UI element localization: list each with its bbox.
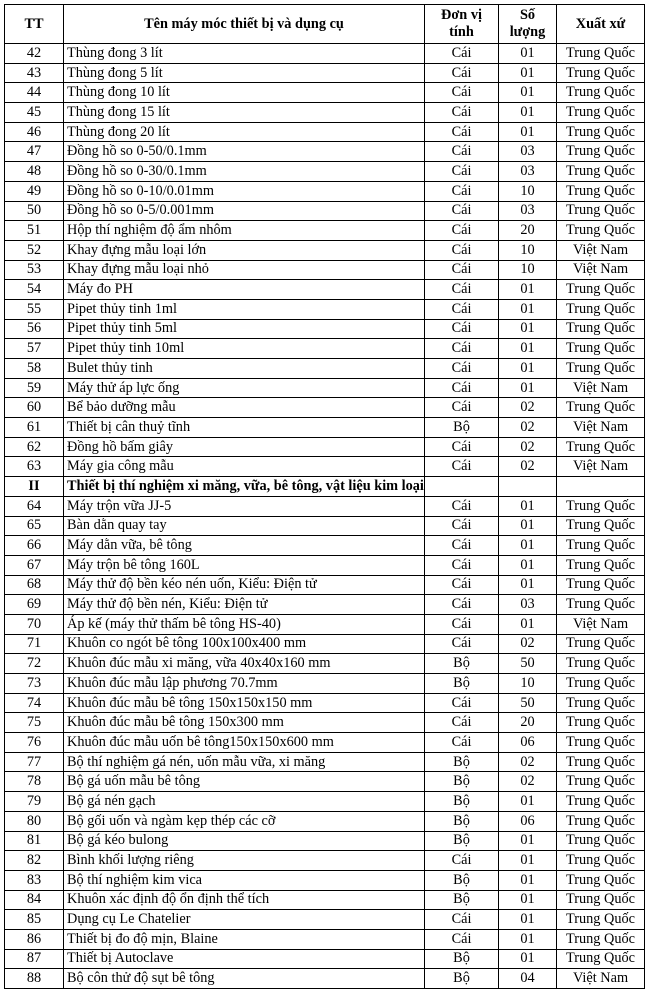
table-row [5, 575, 645, 595]
header-row [5, 5, 645, 44]
table-row [5, 319, 645, 339]
quantity-cell: 01 [499, 575, 557, 595]
quantity-cell: 02 [499, 634, 557, 654]
quantity-cell: 10 [499, 240, 557, 260]
row-number: 86 [5, 929, 64, 949]
quantity-cell: 06 [499, 811, 557, 831]
unit-cell: Cái [425, 555, 499, 575]
equipment-name: Khuôn đúc mẫu lập phương 70.7mm [64, 674, 425, 694]
table-row [5, 378, 645, 398]
unit-cell: Cái [425, 162, 499, 182]
table-row [5, 929, 645, 949]
quantity-cell: 01 [499, 319, 557, 339]
table-row [5, 299, 645, 319]
unit-cell: Cái [425, 359, 499, 379]
row-number: 53 [5, 260, 64, 280]
table-row [5, 733, 645, 753]
origin-cell: Trung Quốc [557, 201, 645, 221]
unit-cell: Bộ [425, 949, 499, 969]
origin-cell: Trung Quốc [557, 929, 645, 949]
equipment-name: Đồng hồ so 0-5/0.001mm [64, 201, 425, 221]
quantity-cell: 01 [499, 496, 557, 516]
equipment-name: Thùng đong 5 lít [64, 63, 425, 83]
quantity-cell: 03 [499, 595, 557, 615]
row-number: 88 [5, 969, 64, 989]
origin-cell: Trung Quốc [557, 733, 645, 753]
quantity-cell: 50 [499, 654, 557, 674]
origin-cell: Trung Quốc [557, 280, 645, 300]
unit-cell: Cái [425, 496, 499, 516]
origin-cell: Trung Quốc [557, 359, 645, 379]
equipment-name: Máy trộn bê tông 160L [64, 555, 425, 575]
equipment-name: Bộ côn thử độ sụt bê tông [64, 969, 425, 989]
origin-cell: Trung Quốc [557, 654, 645, 674]
row-number: 84 [5, 890, 64, 910]
row-number: 64 [5, 496, 64, 516]
equipment-name: Máy đo PH [64, 280, 425, 300]
unit-cell: Bộ [425, 890, 499, 910]
header-name: Tên máy móc thiết bị và dụng cụ [64, 5, 425, 44]
equipment-name: Bộ gá uốn mẫu bê tông [64, 772, 425, 792]
origin-cell: Trung Quốc [557, 103, 645, 123]
equipment-name: Đồng hồ so 0-10/0.01mm [64, 181, 425, 201]
quantity-cell: 03 [499, 162, 557, 182]
origin-cell: Trung Quốc [557, 162, 645, 182]
unit-cell: Cái [425, 299, 499, 319]
row-number: 78 [5, 772, 64, 792]
table-header [5, 5, 645, 44]
origin-cell: Trung Quốc [557, 339, 645, 359]
unit-cell: Cái [425, 103, 499, 123]
quantity-cell: 01 [499, 555, 557, 575]
unit-cell: Cái [425, 910, 499, 930]
unit-cell: Bộ [425, 811, 499, 831]
origin-cell: Việt Nam [557, 614, 645, 634]
unit-cell: Bộ [425, 418, 499, 438]
equipment-name: Áp kế (máy thử thấm bê tông HS-40) [64, 614, 425, 634]
quantity-cell: 01 [499, 339, 557, 359]
unit-cell: Cái [425, 457, 499, 477]
table-row [5, 457, 645, 477]
equipment-name: Bulet thủy tinh [64, 359, 425, 379]
equipment-name: Thùng đong 10 lít [64, 83, 425, 103]
origin-cell: Trung Quốc [557, 496, 645, 516]
unit-cell: Cái [425, 614, 499, 634]
row-number: 81 [5, 831, 64, 851]
unit-cell: Cái [425, 378, 499, 398]
origin-cell [557, 477, 645, 497]
unit-cell [425, 477, 499, 497]
row-number: 46 [5, 122, 64, 142]
table-row [5, 969, 645, 989]
origin-cell: Việt Nam [557, 378, 645, 398]
row-number: 79 [5, 792, 64, 812]
equipment-name: Khay đựng mẫu loại nhỏ [64, 260, 425, 280]
quantity-cell: 01 [499, 359, 557, 379]
unit-cell: Cái [425, 83, 499, 103]
row-number: 76 [5, 733, 64, 753]
table-row [5, 418, 645, 438]
row-number: 43 [5, 63, 64, 83]
equipment-name: Đồng hồ so 0-30/0.1mm [64, 162, 425, 182]
table-row [5, 398, 645, 418]
table-row [5, 674, 645, 694]
row-number: 51 [5, 221, 64, 241]
origin-cell: Trung Quốc [557, 752, 645, 772]
row-number: 66 [5, 536, 64, 556]
quantity-cell: 50 [499, 693, 557, 713]
quantity-cell: 02 [499, 418, 557, 438]
quantity-cell: 01 [499, 103, 557, 123]
table-row [5, 595, 645, 615]
unit-cell: Cái [425, 339, 499, 359]
quantity-cell: 01 [499, 910, 557, 930]
table-row [5, 260, 645, 280]
equipment-name: Thiết bị thí nghiệm xi măng, vữa, bê tông, vật liệu kim loại [64, 477, 425, 497]
quantity-cell: 02 [499, 398, 557, 418]
unit-cell: Cái [425, 575, 499, 595]
row-number: 50 [5, 201, 64, 221]
origin-cell: Trung Quốc [557, 221, 645, 241]
equipment-name: Pipet thủy tinh 1ml [64, 299, 425, 319]
quantity-cell: 01 [499, 929, 557, 949]
row-number: 77 [5, 752, 64, 772]
row-number: 59 [5, 378, 64, 398]
quantity-cell: 01 [499, 890, 557, 910]
unit-cell: Cái [425, 122, 499, 142]
origin-cell: Trung Quốc [557, 398, 645, 418]
unit-cell: Cái [425, 929, 499, 949]
origin-cell: Trung Quốc [557, 83, 645, 103]
unit-cell: Cái [425, 536, 499, 556]
unit-cell: Cái [425, 516, 499, 536]
row-number: 80 [5, 811, 64, 831]
quantity-cell: 02 [499, 437, 557, 457]
unit-cell: Bộ [425, 831, 499, 851]
table-row [5, 772, 645, 792]
table-row [5, 634, 645, 654]
table-row [5, 870, 645, 890]
equipment-name: Máy gia công mẫu [64, 457, 425, 477]
unit-cell: Cái [425, 437, 499, 457]
equipment-name: Máy dằn vữa, bê tông [64, 536, 425, 556]
row-number: 69 [5, 595, 64, 615]
quantity-cell: 10 [499, 674, 557, 694]
table-row [5, 555, 645, 575]
origin-cell: Trung Quốc [557, 142, 645, 162]
quantity-cell: 01 [499, 63, 557, 83]
table-row [5, 752, 645, 772]
origin-cell: Trung Quốc [557, 437, 645, 457]
table-row [5, 221, 645, 241]
table-row [5, 851, 645, 871]
quantity-cell: 01 [499, 614, 557, 634]
row-number: 47 [5, 142, 64, 162]
row-number: 44 [5, 83, 64, 103]
table-row [5, 792, 645, 812]
table-row [5, 359, 645, 379]
quantity-cell: 03 [499, 201, 557, 221]
origin-cell: Trung Quốc [557, 555, 645, 575]
table-row [5, 122, 645, 142]
origin-cell: Trung Quốc [557, 634, 645, 654]
row-number: 73 [5, 674, 64, 694]
unit-cell: Bộ [425, 969, 499, 989]
table-row [5, 949, 645, 969]
equipment-name: Pipet thủy tinh 10ml [64, 339, 425, 359]
row-number: 55 [5, 299, 64, 319]
equipment-name: Khuôn đúc mẫu xi măng, vữa 40x40x160 mm [64, 654, 425, 674]
equipment-name: Máy thử độ bền nén, Kiểu: Điện tử [64, 595, 425, 615]
origin-cell: Trung Quốc [557, 299, 645, 319]
quantity-cell: 01 [499, 83, 557, 103]
equipment-name: Bộ thí nghiệm gá nén, uốn mẫu vữa, xi măng [64, 752, 425, 772]
table-row [5, 240, 645, 260]
origin-cell: Trung Quốc [557, 949, 645, 969]
table-row [5, 890, 645, 910]
origin-cell: Trung Quốc [557, 674, 645, 694]
equipment-name: Đồng hồ so 0-50/0.1mm [64, 142, 425, 162]
row-number: 83 [5, 870, 64, 890]
table-row [5, 831, 645, 851]
unit-cell: Bộ [425, 654, 499, 674]
table-row [5, 516, 645, 536]
equipment-name: Thùng đong 20 lít [64, 122, 425, 142]
table-row [5, 496, 645, 516]
row-number: 72 [5, 654, 64, 674]
table-row [5, 201, 645, 221]
origin-cell: Trung Quốc [557, 890, 645, 910]
equipment-name: Bộ gối uốn và ngàm kẹp thép các cỡ [64, 811, 425, 831]
table-row [5, 280, 645, 300]
origin-cell: Trung Quốc [557, 792, 645, 812]
header-unit: Đơn vị tính [425, 5, 499, 44]
unit-cell: Cái [425, 398, 499, 418]
quantity-cell: 01 [499, 280, 557, 300]
quantity-cell: 20 [499, 221, 557, 241]
unit-cell: Bộ [425, 772, 499, 792]
table-row [5, 437, 645, 457]
origin-cell: Trung Quốc [557, 713, 645, 733]
equipment-name: Thiết bị Autoclave [64, 949, 425, 969]
origin-cell: Trung Quốc [557, 693, 645, 713]
quantity-cell: 10 [499, 260, 557, 280]
equipment-name: Máy trộn vữa JJ-5 [64, 496, 425, 516]
origin-cell: Việt Nam [557, 457, 645, 477]
origin-cell: Trung Quốc [557, 181, 645, 201]
unit-cell: Cái [425, 693, 499, 713]
unit-cell: Cái [425, 221, 499, 241]
row-number: 68 [5, 575, 64, 595]
row-number: 45 [5, 103, 64, 123]
origin-cell: Trung Quốc [557, 595, 645, 615]
table-row [5, 181, 645, 201]
equipment-name: Bộ gá nén gạch [64, 792, 425, 812]
equipment-name: Khay đựng mẫu loại lớn [64, 240, 425, 260]
quantity-cell: 01 [499, 299, 557, 319]
quantity-cell [499, 477, 557, 497]
row-number: 57 [5, 339, 64, 359]
row-number: 42 [5, 44, 64, 64]
section-row [5, 477, 645, 497]
equipment-name: Pipet thủy tinh 5ml [64, 319, 425, 339]
equipment-name: Bình khối lượng riêng [64, 851, 425, 871]
table-row [5, 811, 645, 831]
quantity-cell: 01 [499, 792, 557, 812]
origin-cell: Trung Quốc [557, 536, 645, 556]
equipment-name: Thiết bị cân thuỷ tĩnh [64, 418, 425, 438]
unit-cell: Cái [425, 63, 499, 83]
quantity-cell: 02 [499, 752, 557, 772]
row-number: 75 [5, 713, 64, 733]
origin-cell: Việt Nam [557, 260, 645, 280]
unit-cell: Bộ [425, 674, 499, 694]
row-number: 70 [5, 614, 64, 634]
equipment-table [4, 4, 645, 989]
equipment-name: Khuôn đúc mẫu uốn bê tông150x150x600 mm [64, 733, 425, 753]
table-row [5, 103, 645, 123]
equipment-name: Dụng cụ Le Chatelier [64, 910, 425, 930]
row-number: 62 [5, 437, 64, 457]
quantity-cell: 06 [499, 733, 557, 753]
equipment-name: Hộp thí nghiệm độ ẩm nhôm [64, 221, 425, 241]
row-number: 49 [5, 181, 64, 201]
origin-cell: Trung Quốc [557, 44, 645, 64]
equipment-name: Bộ thí nghiệm kim vica [64, 870, 425, 890]
quantity-cell: 04 [499, 969, 557, 989]
row-number: II [5, 477, 64, 497]
origin-cell: Trung Quốc [557, 516, 645, 536]
unit-cell: Bộ [425, 870, 499, 890]
row-number: 71 [5, 634, 64, 654]
row-number: 65 [5, 516, 64, 536]
unit-cell: Bộ [425, 752, 499, 772]
unit-cell: Cái [425, 733, 499, 753]
row-number: 74 [5, 693, 64, 713]
quantity-cell: 03 [499, 142, 557, 162]
quantity-cell: 01 [499, 870, 557, 890]
origin-cell: Trung Quốc [557, 122, 645, 142]
quantity-cell: 10 [499, 181, 557, 201]
origin-cell: Trung Quốc [557, 63, 645, 83]
unit-cell: Cái [425, 240, 499, 260]
origin-cell: Việt Nam [557, 240, 645, 260]
header-origin: Xuất xứ [557, 5, 645, 44]
unit-cell: Cái [425, 713, 499, 733]
table-row [5, 536, 645, 556]
table-row [5, 142, 645, 162]
quantity-cell: 01 [499, 851, 557, 871]
table-row [5, 83, 645, 103]
table-row [5, 654, 645, 674]
row-number: 52 [5, 240, 64, 260]
table-row [5, 614, 645, 634]
table-row [5, 910, 645, 930]
row-number: 60 [5, 398, 64, 418]
origin-cell: Việt Nam [557, 418, 645, 438]
origin-cell: Trung Quốc [557, 575, 645, 595]
unit-cell: Cái [425, 44, 499, 64]
origin-cell: Trung Quốc [557, 772, 645, 792]
row-number: 63 [5, 457, 64, 477]
row-number: 87 [5, 949, 64, 969]
header-qty: Số lượng [499, 5, 557, 44]
row-number: 54 [5, 280, 64, 300]
row-number: 67 [5, 555, 64, 575]
unit-cell: Cái [425, 201, 499, 221]
equipment-name: Khuôn đúc mẫu bê tông 150x150x150 mm [64, 693, 425, 713]
equipment-name: Bàn dằn quay tay [64, 516, 425, 536]
unit-cell: Cái [425, 280, 499, 300]
unit-cell: Cái [425, 260, 499, 280]
unit-cell: Cái [425, 634, 499, 654]
origin-cell: Trung Quốc [557, 811, 645, 831]
row-number: 61 [5, 418, 64, 438]
equipment-name: Bể bảo dưỡng mẫu [64, 398, 425, 418]
origin-cell: Trung Quốc [557, 319, 645, 339]
quantity-cell: 02 [499, 457, 557, 477]
row-number: 58 [5, 359, 64, 379]
table-row [5, 713, 645, 733]
equipment-name: Đồng hồ bấm giây [64, 437, 425, 457]
origin-cell: Trung Quốc [557, 851, 645, 871]
origin-cell: Trung Quốc [557, 870, 645, 890]
quantity-cell: 01 [499, 122, 557, 142]
unit-cell: Cái [425, 595, 499, 615]
origin-cell: Trung Quốc [557, 910, 645, 930]
table-row [5, 44, 645, 64]
equipment-name: Khuôn đúc mẫu bê tông 150x300 mm [64, 713, 425, 733]
equipment-name: Khuôn xác định độ ổn định thể tích [64, 890, 425, 910]
equipment-name: Khuôn co ngót bê tông 100x100x400 mm [64, 634, 425, 654]
equipment-name: Bộ gá kéo bulong [64, 831, 425, 851]
equipment-name: Thùng đong 15 lít [64, 103, 425, 123]
unit-cell: Cái [425, 142, 499, 162]
quantity-cell: 01 [499, 44, 557, 64]
quantity-cell: 20 [499, 713, 557, 733]
table-row [5, 693, 645, 713]
unit-cell: Cái [425, 319, 499, 339]
quantity-cell: 01 [499, 949, 557, 969]
unit-cell: Cái [425, 851, 499, 871]
quantity-cell: 01 [499, 831, 557, 851]
quantity-cell: 02 [499, 772, 557, 792]
row-number: 48 [5, 162, 64, 182]
quantity-cell: 01 [499, 536, 557, 556]
unit-cell: Cái [425, 181, 499, 201]
quantity-cell: 01 [499, 516, 557, 536]
table-body [5, 44, 645, 989]
header-tt: TT [5, 5, 64, 44]
equipment-name: Thiết bị đo độ mịn, Blaine [64, 929, 425, 949]
equipment-name: Máy thử áp lực ống [64, 378, 425, 398]
quantity-cell: 01 [499, 378, 557, 398]
table-row [5, 63, 645, 83]
row-number: 85 [5, 910, 64, 930]
table-row [5, 339, 645, 359]
origin-cell: Việt Nam [557, 969, 645, 989]
row-number: 56 [5, 319, 64, 339]
unit-cell: Bộ [425, 792, 499, 812]
equipment-name: Thùng đong 3 lít [64, 44, 425, 64]
equipment-name: Máy thử độ bền kéo nén uốn, Kiểu: Điện tử [64, 575, 425, 595]
origin-cell: Trung Quốc [557, 831, 645, 851]
table-row [5, 162, 645, 182]
row-number: 82 [5, 851, 64, 871]
